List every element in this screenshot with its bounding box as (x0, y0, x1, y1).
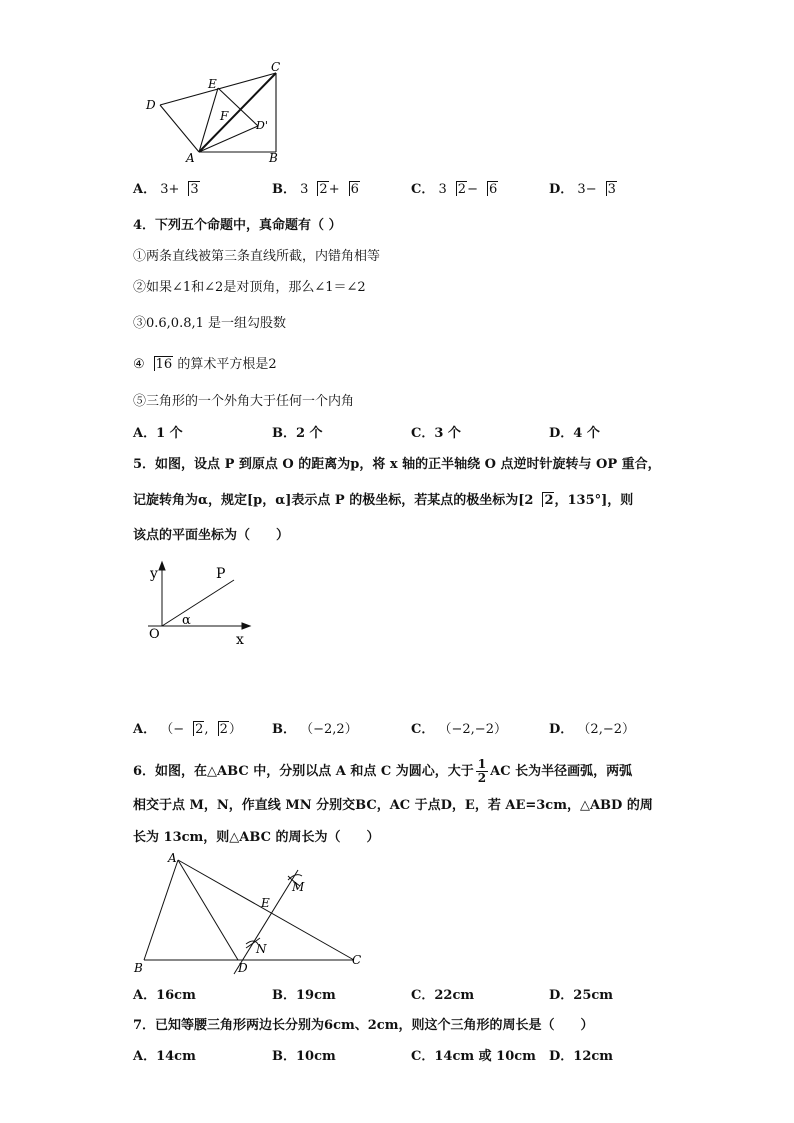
q6-line-3: 长为 13cm，则△ABC 的周长为（ ） (133, 830, 380, 845)
radicand: 6 (488, 182, 498, 197)
q3-option-d[interactable] (549, 178, 617, 197)
q4-option-c[interactable]: C．3 个 (411, 426, 461, 441)
radicand: 2 (457, 182, 467, 197)
q6-option-a[interactable]: A．16cm (133, 988, 196, 1003)
fraction (476, 758, 488, 785)
q5-line-1: 5．如图，设点 P 到原点 O 的距离为p，将 x 轴的正半轴绕 O 点逆时针旋转与 OP 重合， (133, 457, 661, 472)
option-operator: − (467, 182, 478, 197)
option-text: ） (228, 722, 242, 737)
option-text: 3 (438, 182, 447, 197)
option-text: （−2,−2） (438, 722, 507, 737)
sqrt-symbol (185, 722, 204, 737)
label-x: x (236, 632, 244, 648)
label-N: N (256, 942, 267, 956)
sqrt-symbol (210, 722, 229, 737)
option-letter: A． (133, 182, 157, 197)
q4-item-5: ⑤三角形的一个外角大于任何一个内角 (133, 394, 355, 409)
option-text: 3 (300, 182, 309, 197)
q4-option-a[interactable]: A．1 个 (133, 426, 183, 441)
label-y: y (150, 566, 158, 582)
item-text: 的算术平方根是2 (173, 357, 277, 372)
item-marker: ④ (133, 357, 145, 372)
q7-option-c[interactable]: C．14cm 或 10cm (411, 1049, 536, 1064)
option-letter: D． (549, 722, 574, 737)
sqrt-symbol (180, 182, 199, 197)
q6-option-c[interactable]: C．22cm (411, 988, 475, 1003)
option-text: （−2,2） (300, 722, 358, 737)
label-C: C (352, 953, 362, 967)
label-E: E (261, 896, 270, 910)
option-text: 3− (577, 182, 597, 197)
label-E: E (208, 77, 217, 91)
option-letter: C． (411, 182, 435, 197)
q5-line-2-post: ，135°]，则 (554, 493, 634, 508)
sqrt-symbol (598, 182, 617, 197)
label-A: A (186, 151, 195, 165)
label-P: P (216, 566, 226, 582)
q5-line-2-pre: 记旋转角为α，规定[p，α]表示点 P 的极坐标，若某点的极坐标为[2 (133, 493, 534, 508)
q4-item-2: ②如果∠1和∠2是对顶角，那么∠1＝∠2 (133, 280, 366, 295)
radicand: 16 (155, 357, 173, 372)
denominator: 2 (477, 771, 487, 785)
radicand: 2 (544, 493, 554, 508)
radicand: 2 (219, 722, 228, 737)
q6-line-2: 相交于点 M，N，作直线 MN 分别交BC，AC 于点D，E，若 AE=3cm，△ABD 的周 (133, 798, 653, 813)
label-D: D (146, 98, 156, 112)
q5-coordinate-figure (140, 558, 260, 648)
q5-option-c[interactable] (411, 718, 507, 737)
q5-option-b[interactable] (272, 718, 358, 737)
sqrt-symbol (309, 182, 328, 197)
option-letter: B． (272, 182, 296, 197)
label-A: A (168, 851, 177, 865)
sqrt-symbol (448, 182, 467, 197)
q5-line-2 (133, 489, 633, 508)
option-letter: A． (133, 722, 157, 737)
label-B: B (134, 961, 143, 975)
q3-option-c[interactable] (411, 178, 498, 197)
label-D: D (238, 961, 248, 975)
radicand: 3 (607, 182, 616, 197)
q3-option-a[interactable] (133, 178, 200, 197)
q7-option-b[interactable]: B．10cm (272, 1049, 336, 1064)
label-alpha: α (182, 613, 191, 628)
q6-line-1-post: AC 长为半径画弧，两弧 (490, 764, 633, 779)
radicand: 2 (195, 722, 204, 737)
q4-item-4 (133, 353, 277, 372)
sqrt-symbol (534, 493, 554, 508)
option-operator: + (328, 182, 340, 197)
q4-stem: 4．下列五个命题中，真命题有（ ） (133, 218, 342, 233)
sqrt-symbol (479, 182, 498, 197)
radicand: 2 (319, 182, 328, 197)
q3-option-b[interactable] (272, 178, 360, 197)
q6-option-d[interactable]: D．25cm (549, 988, 614, 1003)
option-text: , (204, 722, 209, 737)
option-letter: B． (272, 722, 296, 737)
sqrt-symbol (146, 357, 174, 372)
q6-triangle-figure (130, 846, 370, 978)
option-text: （2,−2） (577, 722, 635, 737)
label-F: F (220, 109, 229, 123)
q4-option-b[interactable]: B．2 个 (272, 426, 323, 441)
numerator: 1 (477, 757, 487, 771)
q7-option-a[interactable]: A．14cm (133, 1049, 196, 1064)
option-text: 3+ (160, 182, 180, 197)
option-letter: D． (549, 182, 574, 197)
q6-option-b[interactable]: B．19cm (272, 988, 336, 1003)
q3-geometry-figure (140, 58, 290, 168)
q4-item-3: ③0.6,0.8,1 是一组勾股数 (133, 316, 287, 331)
q7-option-d[interactable]: D．12cm (549, 1049, 614, 1064)
q5-option-a[interactable] (133, 718, 242, 737)
label-C: C (271, 60, 281, 74)
option-text: （− (160, 722, 185, 737)
option-letter: C． (411, 722, 435, 737)
q7-stem: 7．已知等腰三角形两边长分别为6cm、2cm，则这个三角形的周长是（ ） (133, 1018, 594, 1033)
q6-line-1-pre: 6．如图，在△ABC 中，分别以点 A 和点 C 为圆心，大于 (133, 764, 474, 779)
q6-line-1 (133, 758, 632, 785)
sqrt-symbol (341, 182, 360, 197)
radicand: 3 (190, 182, 199, 197)
label-O: O (149, 627, 160, 642)
label-Dprime: D' (256, 119, 268, 132)
q4-item-1: ①两条直线被第三条直线所截，内错角相等 (133, 249, 381, 264)
q5-option-d[interactable] (549, 718, 635, 737)
q4-option-d[interactable]: D．4 个 (549, 426, 600, 441)
q5-line-3: 该点的平面坐标为（ ） (133, 528, 290, 543)
label-B: B (269, 151, 278, 165)
label-M: M (292, 880, 305, 894)
radicand: 6 (350, 182, 359, 197)
